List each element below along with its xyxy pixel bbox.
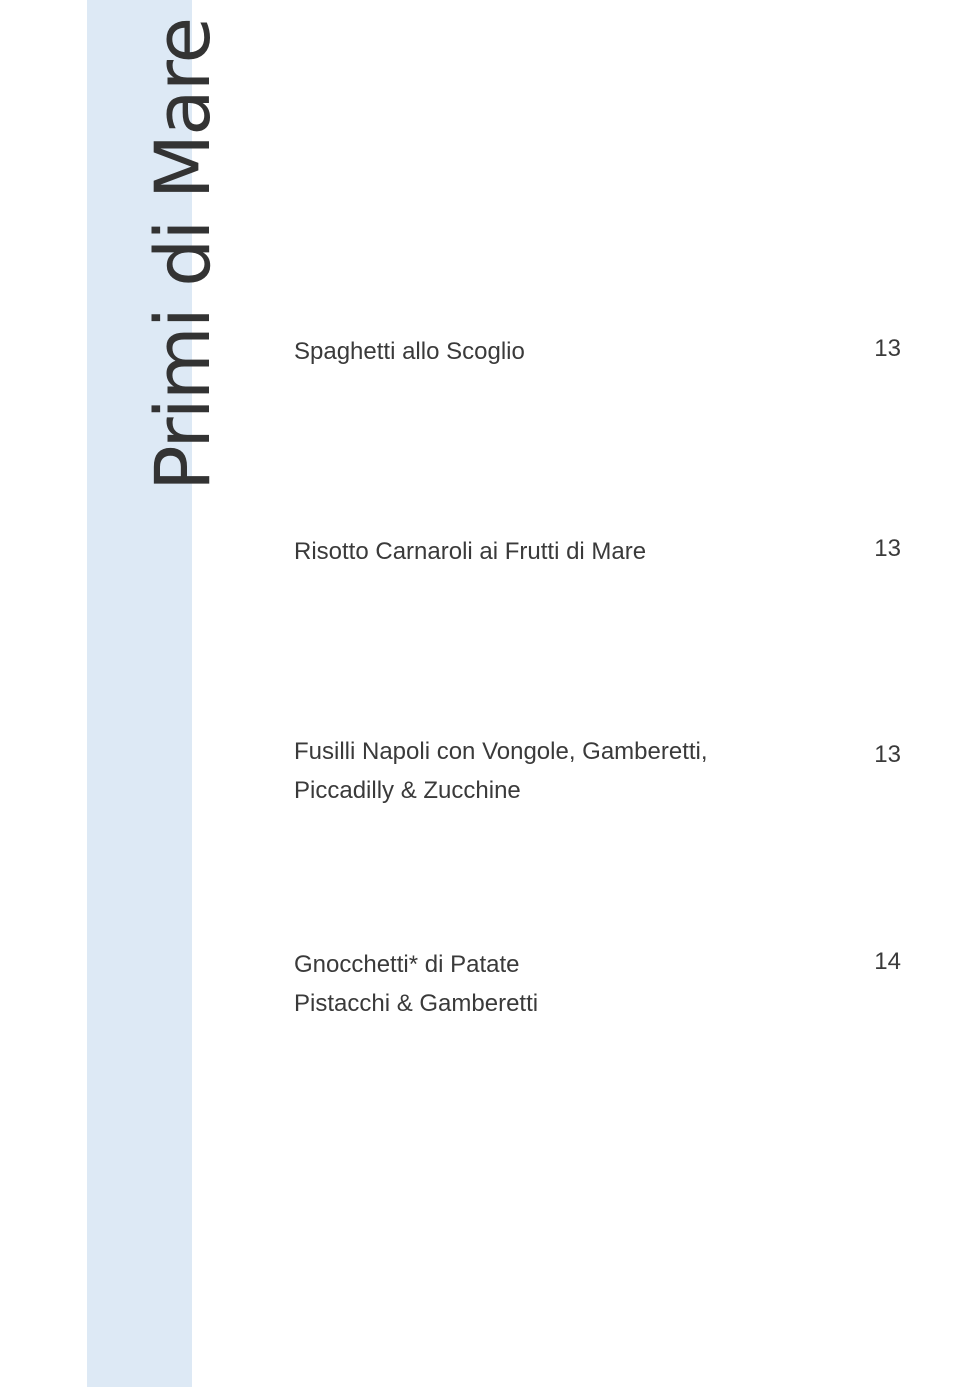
menu-item-name-line: Fusilli Napoli con Vongole, Gamberetti,: [294, 738, 708, 765]
menu-item-name-line: Risotto Carnaroli ai Frutti di Mare: [294, 538, 647, 565]
section-title: Primi di Mare: [138, 18, 227, 492]
menu-item-name: [294, 945, 794, 1023]
menu-item-name-line: Gnocchetti* di Patate: [294, 951, 520, 978]
menu-item-name-line: Piccadilly & Zucchine: [294, 777, 521, 804]
menu-item-price: 13: [874, 741, 901, 768]
menu-item-price: 14: [874, 948, 901, 975]
menu-item-price: 13: [874, 535, 901, 562]
menu-item-name-line: Spaghetti allo Scoglio: [294, 338, 525, 365]
menu-item-name: [294, 732, 794, 810]
menu-item-name: [294, 532, 794, 571]
menu-item-name-line: Pistacchi & Gamberetti: [294, 990, 539, 1017]
menu-item-name: [294, 332, 794, 371]
menu-item-price: 13: [874, 335, 901, 362]
